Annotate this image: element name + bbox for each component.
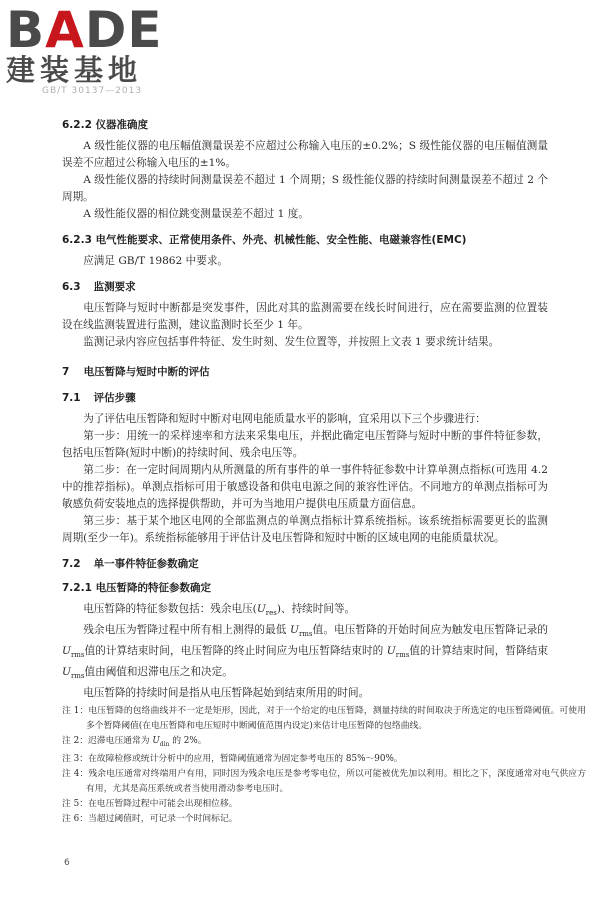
logo-chinese: 建装基地: [6, 53, 143, 87]
paragraph: 电压暂降的持续时间是指从电压暂降起始到结束所用的时间。: [83, 687, 370, 700]
section-6-2-2-heading: 6.2.2 仪器准确度: [62, 119, 149, 131]
paragraph: 残余电压为暂降过程中所有相上测得的最低 $U_{rms}$值。电压暂降的开始时间应为触发电压暂降记录的 $U_{rms}$值的计算结束时间，电压暂降的终止时间应为电压暂降结束时的 $U_{rms}$值的计算结束时间，暂降结束 $U_{rms}$值由阈值和迟滞电压之和决定。: [62, 624, 548, 681]
paragraph: 为了评估电压暂降和短时中断对电网电能质量水平的影响，宜采用以下三个步骤进行：: [83, 413, 486, 425]
note-1: 注 1：电压暂降的包络曲线并不一定是矩形，因此，对于一个给定的电压暂降，测量持续的时间取决于所选定的电压暂降阈值。可使用多个暂降阈值(在电压暂降和电压短时中断阈值范围内设定)来估计电压暂降的包络曲线。: [62, 706, 586, 732]
section-7-1-heading: 7.1 评估步骤: [62, 392, 136, 404]
paragraph: 应满足 GB/T 19862 中要求。: [83, 255, 229, 267]
logo: [6, 1, 178, 87]
logo-wordmark: BADE: [6, 1, 163, 59]
note-3: 注 3：在故障检修或统计分析中的应用，暂降阈值通常为固定参考电压的 85%～90%。: [62, 754, 403, 765]
note-5: 注 5：在电压暂降过程中可能会出现相位移。: [62, 799, 238, 810]
paragraph: A 级性能仪器的持续时间测量误差不超过 1 个周期；S 级性能仪器的持续时间测量误差不超过 2 个周期。: [62, 174, 548, 203]
page-number: 6: [64, 858, 70, 868]
section-7-2-heading: 7.2 单一事件特征参数确定: [62, 558, 199, 570]
document-body: [62, 118, 586, 827]
paragraph: 第一步：用统一的采样速率和方法来采集电压，并据此确定电压暂降与短时中断的事件特征参数，包括电压暂降(短时中断)的持续时间、残余电压等。: [62, 430, 548, 459]
note-4: 注 4：残余电压通常对终端用户有用，同时因为残余电压是参考零电位，所以可能被优先加以利用。相比之下，深度通常对电气供应方有用，尤其是高压系统或者当使用滑动参考电压时。: [62, 769, 586, 795]
paragraph: 电压暂降与短时中断都是突发事件，因此对其的监测需要在线长时间进行，应在需要监测的位置装设在线监测装置进行监测，建议监测时长至少 1 年。: [62, 302, 548, 331]
standard-code: GB/T 30137—2013: [42, 86, 143, 96]
section-6-3-heading: 6.3 监测要求: [62, 281, 136, 293]
section-7-2-1-heading: 7.2.1 电压暂降的特征参数确定: [62, 582, 212, 594]
paragraph: 第二步：在一定时间周期内从所测量的所有事件的单一事件特征参数中计算单测点指标(可选用 4.2 中的推荐指标)。单测点指标可用于敏感设备和供电电源之间的兼容性评估。不同地方的单测点指标可为敏感负荷安装地点的选择提供帮助，并可为当地用户提供电压质量方面信息。: [62, 464, 548, 510]
paragraph: 电压暂降的特征参数包括：残余电压$(U_{res})$、持续时间等。: [83, 603, 356, 618]
paragraph: 监测记录内容应包括事件特征、发生时刻、发生位置等，并按照上文表 1 要求统计结果。: [83, 336, 500, 348]
note-2: 注 2：迟滞电压通常为 $U_{din}$ 的 2%。: [62, 736, 207, 749]
section-7-heading: 7 电压暂降与短时中断的评估: [62, 366, 210, 378]
note-6: 注 6：当超过阈值时，可记录一个时间标记。: [62, 814, 238, 825]
paragraph: A 级性能仪器的电压幅值测量误差不应超过公称输入电压的±0.2%；S 级性能仪器的电压幅值测量误差不应超过公称输入电压的±1%。: [62, 140, 548, 169]
paragraph: 第三步：基于某个地区电网的全部监测点的单测点指标计算系统指标。该系统指标需要更长的监测周期(至少一年)。系统指标能够用于评估计及电压暂降和短时中断的区域电网的电能质量状况。: [62, 515, 548, 544]
paragraph: A 级性能仪器的相位跳变测量误差不超过 1 度。: [83, 208, 309, 220]
section-6-2-3-heading: 6.2.3 电气性能要求、正常使用条件、外壳、机械性能、安全性能、电磁兼容性(EMC): [62, 234, 467, 246]
